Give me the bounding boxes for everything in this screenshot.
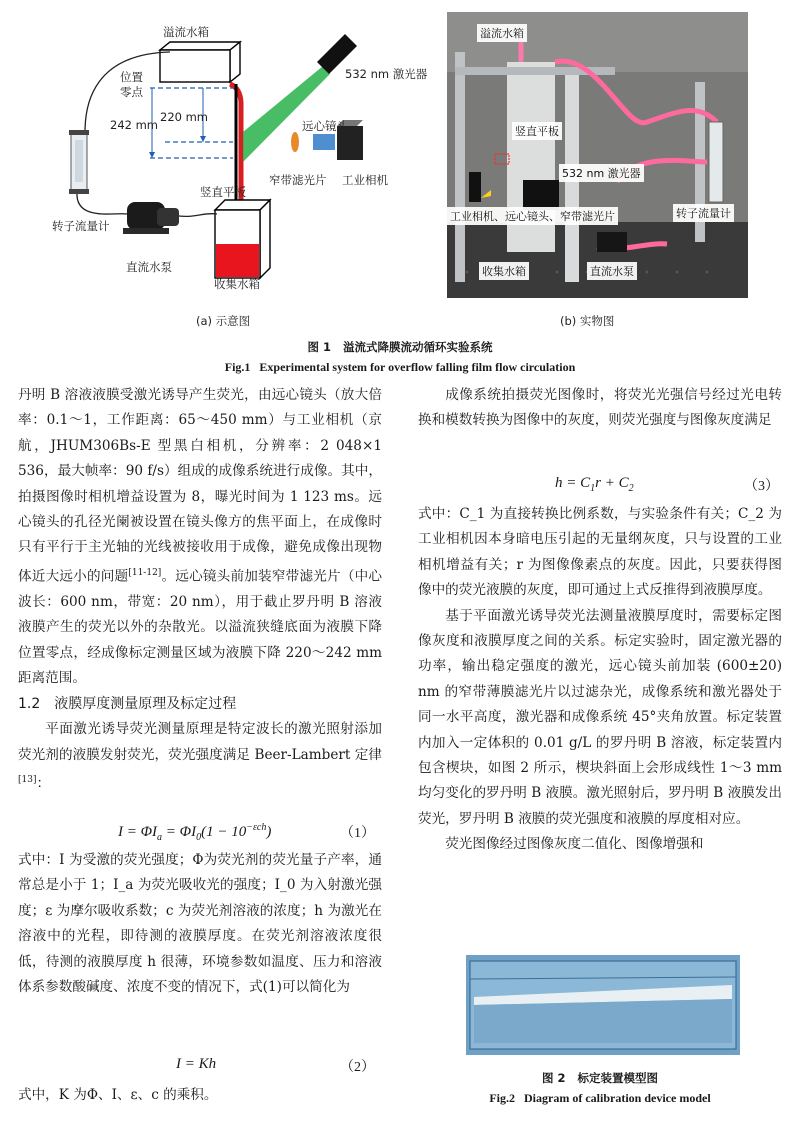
label-filter: 窄带滤光片 <box>269 173 327 187</box>
photo-label-laser: 532 nm 激光器 <box>559 164 644 182</box>
right-paragraph-3: 基于平面激光诱导荧光法测量液膜厚度时，需要标定图像灰度和液膜厚度之间的关系。标定实验时，固定激光器的功率，输出稳定强度的激光，远心镜头前加装 (600±20) nm 的窄带薄膜滤光片以过滤杂光，成像系统和激光器处于同一水平高度，激光器和成像系统 45°夹角放置。标定装置内加入一定体积的 0.01 g/L 的罗丹明 B 溶液，标定装置内包含楔块，如图 2 所示，楔块斜面上会形成线性 1～3 mm 均匀变化的罗丹明 B 液膜。激光照射后，罗丹明 B 液膜发出荧光，罗丹明 B 液膜的荧光强度和液膜的厚度相对应。 <box>418 607 782 827</box>
equation-2: I = Kh <box>176 1056 217 1072</box>
photo-label-flowmeter: 转子流量计 <box>673 204 734 222</box>
figure1b-photo <box>447 12 748 298</box>
equation-3-number: （3） <box>744 479 779 494</box>
photo-label-pump: 直流水泵 <box>587 262 637 280</box>
telecentric-lens <box>313 134 335 150</box>
left-paragraph-3: 式中：I 为受激的荧光强度；Φ为荧光剂的荧光量子产率，通常总是小于 1；I_a 为荧光吸收光的强度；I_0 为入射激光强度；ε 为摩尔吸收系数；c 为荧光剂溶液的浓度；h 为激光在溶液中的光程，即待测的液膜厚度。在荧光剂溶液浓度很低，待测的液膜厚度 h 很薄，环境参数如温度、压力和溶液体系参数酸碱度、浓度不变的情况下，式(1)可以简化为 <box>18 852 382 996</box>
equation-1-number: （1） <box>340 826 375 841</box>
equation-3: $h = C_1r + C_2$ <box>555 475 634 494</box>
right-column-cont <box>418 502 782 858</box>
label-242mm: 242 mm <box>110 118 159 132</box>
photo-label-camera-group: 工业相机、远心镜头、窄带滤光片 <box>447 207 618 225</box>
right-paragraph-4: 荧光图像经过图像灰度二值化、图像增强和 <box>445 836 704 853</box>
overflow-tank-drawing <box>160 42 240 82</box>
photo-label-overflow-tank: 溢流水箱 <box>477 24 527 42</box>
label-collect-tank: 收集水箱 <box>214 277 260 291</box>
figure2-caption-en: Fig.2 Diagram of calibration device model <box>489 1091 711 1105</box>
collection-tank-drawing <box>215 200 270 278</box>
left-column <box>18 383 382 797</box>
label-zero-point: 位置 零点 <box>120 70 143 99</box>
section-heading-1-2: 1.2 液膜厚度测量原理及标定过程 <box>18 696 237 713</box>
label-telecentric: 远心镜头 <box>302 119 348 133</box>
right-column <box>418 383 782 434</box>
label-laser: 532 nm 激光器 <box>345 67 428 81</box>
figure1-caption-en: Fig.1 Experimental system for overflow falling film flow circulation <box>224 360 576 374</box>
left-paragraph-2: 平面激光诱导荧光测量原理是特定波长的激光照射添加荧光剂的液膜发射荧光，荧光强度满足 Beer-Lambert 定律[13]： <box>18 721 382 792</box>
photo-label-collect-tank: 收集水箱 <box>479 262 529 280</box>
figure2-calibration-model <box>466 955 740 1055</box>
label-220mm: 220 mm <box>160 110 209 124</box>
label-plate: 竖直平板 <box>200 185 246 199</box>
pump-drawing <box>123 202 179 234</box>
photo-label-plate: 竖直平板 <box>512 122 562 140</box>
left-column-end <box>18 1083 382 1108</box>
figure2-caption-cn: 图 2 标定装置模型图 <box>541 1071 659 1085</box>
figure1-caption-cn: 图 1 溢流式降膜流动循环实验系统 <box>307 340 493 354</box>
rotameter-drawing <box>69 130 89 194</box>
equation-2-number: （2） <box>340 1060 375 1075</box>
right-paragraph-2: 式中：C_1 为直接转换比例系数，与实验条件有关；C_2 为工业相机因本身暗电压引起的无量纲灰度，只与设置的工业相机增益有关；r 为图像像素点的灰度。因此，只要获得图像中的荧光液膜的灰度，即可通过上式反推得到液膜厚度。 <box>418 506 782 599</box>
left-column-cont <box>18 848 382 1000</box>
label-camera: 工业相机 <box>342 173 388 187</box>
filter-lens <box>291 132 299 152</box>
left-paragraph-4: 式中，K 为Φ、I、ε、c 的乘积。 <box>18 1087 218 1103</box>
equation-1: $I = \Phi I_a = \Phi I_0(1 - 10^{-\varepsilon ch})$ <box>118 822 272 843</box>
right-paragraph-1: 成像系统拍摄荧光图像时，将荧光光强信号经过光电转换和模数转换为图像中的灰度，则荧光强度与图像灰度满足 <box>418 387 782 429</box>
subcaption-a: (a) 示意图 <box>196 314 251 328</box>
label-pump: 直流水泵 <box>126 260 172 274</box>
left-paragraph-1: 丹明 B 溶液液膜受激光诱导产生荧光，由远心镜头（放大倍率：0.1～1，工作距离：65～450 mm）与工业相机（京航，JHUM306Bs-E 型黑白相机，分辨率：2 048×1 536，最大帧率：90 f/s）组成的成像系统进行成像。其中，拍摄图像时相机增益设置为 8，曝光时间为 1 123 ms。远心镜头的孔径光阑被设置在镜头像方的焦平面上，在成像时只有平行于主光轴的光线被接收用于成像，避免成像出现物体近大远小的问题[11-12]。远心镜头前加装窄带滤光片（中心波长：600 nm，带宽：20 nm），用于截止罗丹明 B 溶液液膜产生的荧光以外的杂散光。以溢流狭缝底面为液膜下降位置零点，经成像标定测量区域为液膜下降 220～242 mm 距离范围。 <box>18 387 382 686</box>
label-overflow-tank: 溢流水箱 <box>163 25 209 39</box>
subcaption-b: (b) 实物图 <box>560 314 615 328</box>
label-flowmeter: 转子流量计 <box>52 219 110 233</box>
